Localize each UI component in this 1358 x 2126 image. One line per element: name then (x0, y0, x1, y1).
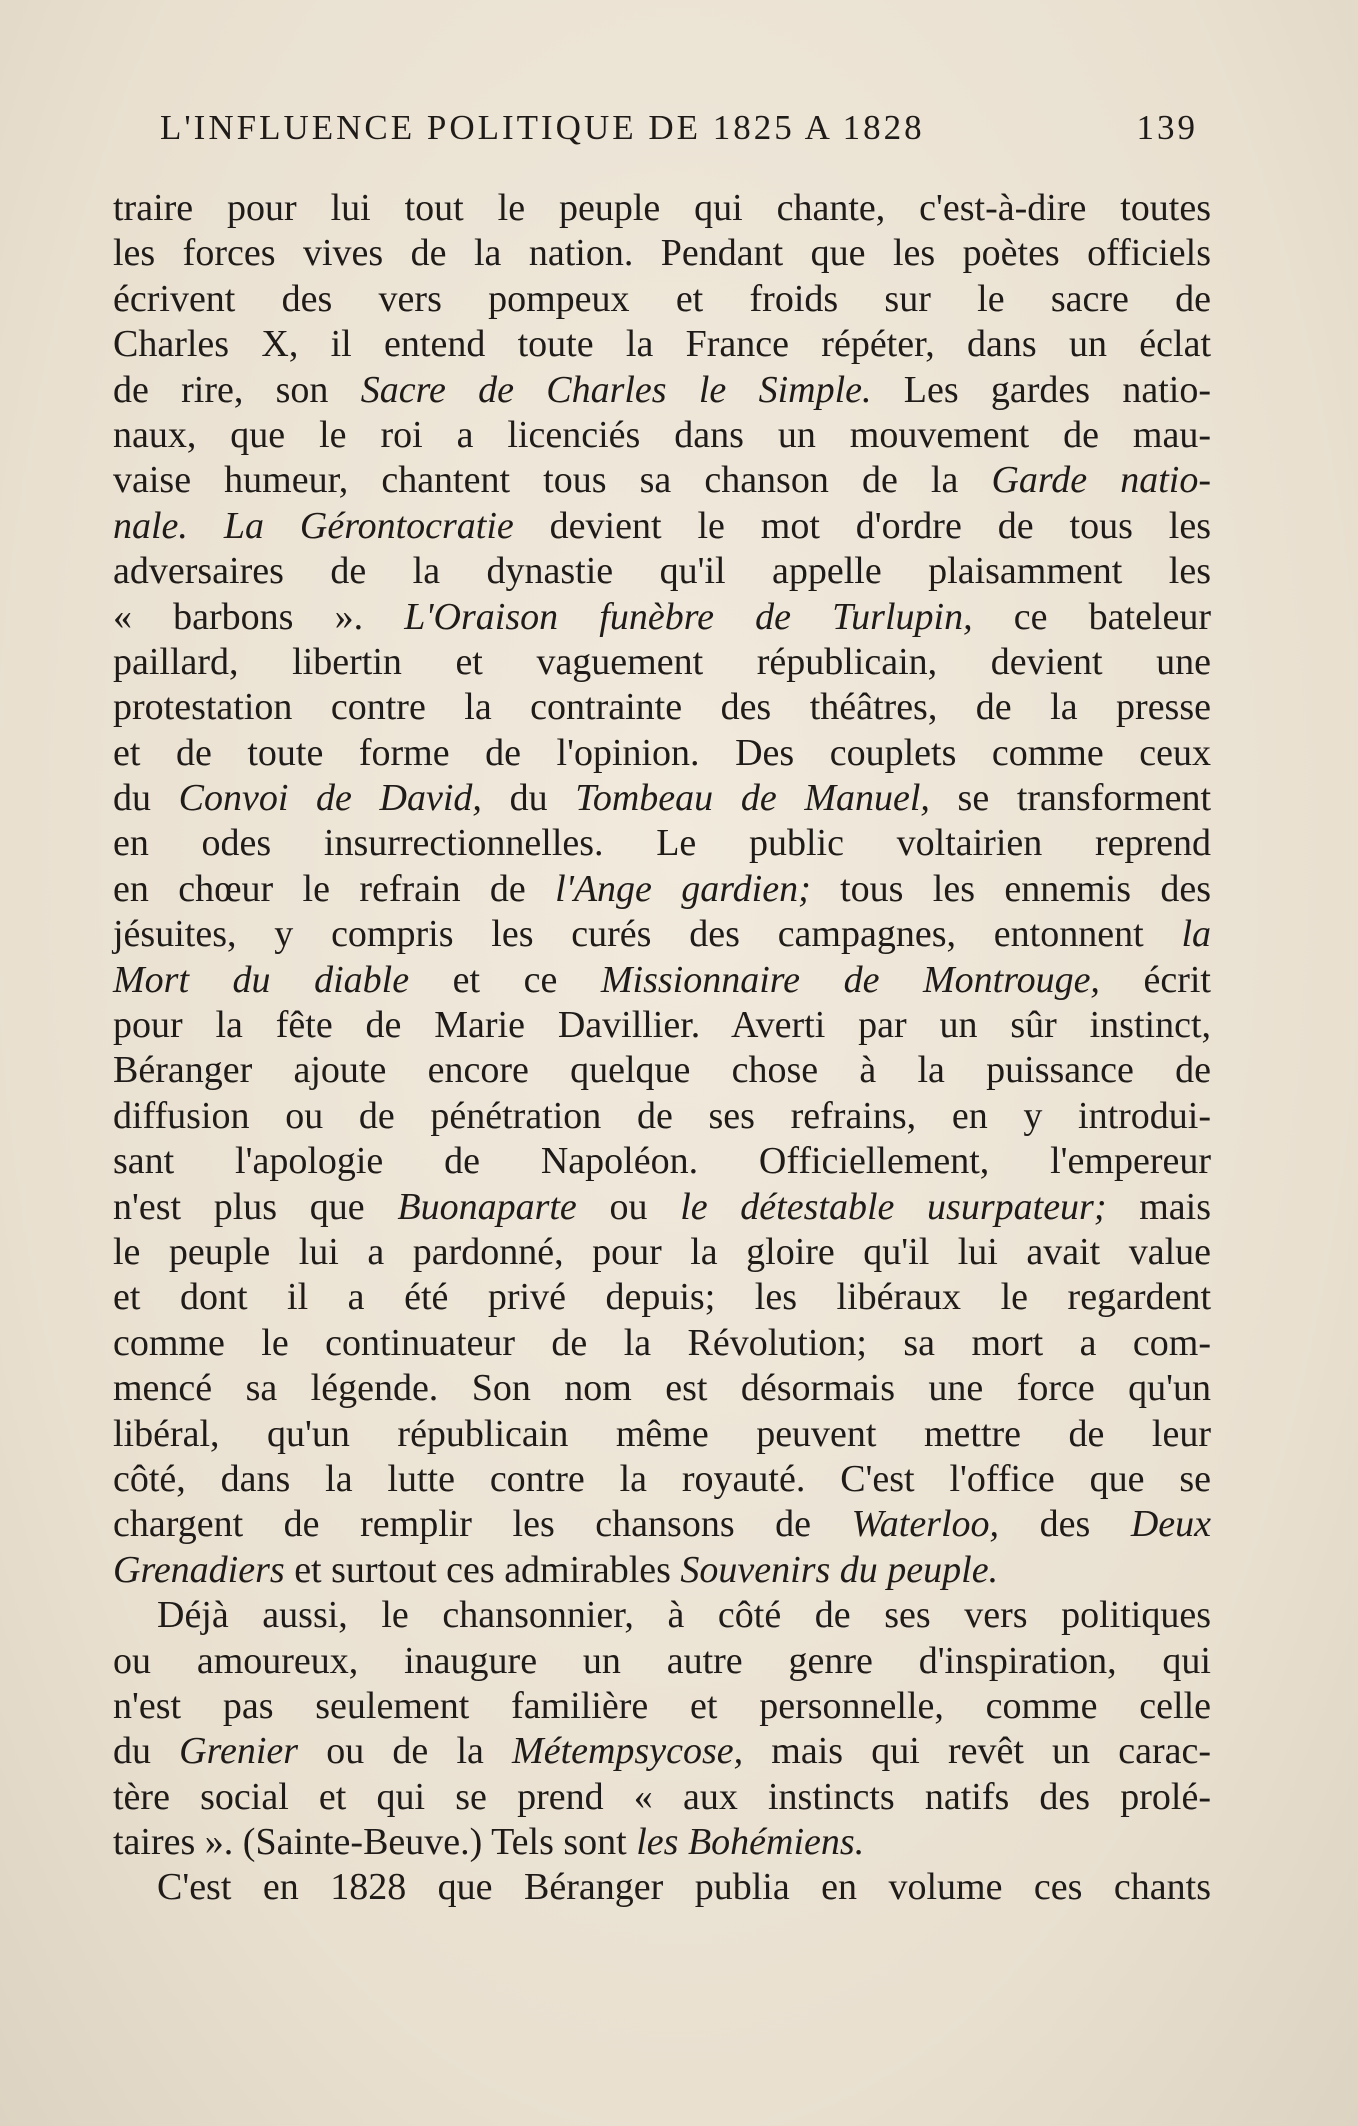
text-span: ou de la (298, 1730, 513, 1773)
text-span: et surtout ces admirables (284, 1548, 681, 1591)
text-line (113, 821, 1211, 866)
text-line (113, 413, 1211, 458)
italic-title: la (1181, 913, 1211, 956)
text-span: diffusion ou de pénétration de ses refrains, en y introdui- (113, 1094, 1211, 1137)
italic-title: nale. La Gérontocratie (113, 504, 514, 547)
body-text (113, 186, 1211, 1911)
text-line (113, 1366, 1211, 1411)
text-line (113, 186, 1211, 231)
text-span: paillard, libertin et vaguement républicain, devient une (113, 640, 1211, 683)
italic-title: Tombeau de Manuel, (575, 777, 930, 820)
italic-title: Deux (1130, 1503, 1211, 1546)
text-span: n'est plus que (113, 1185, 398, 1228)
text-line (113, 549, 1211, 594)
text-line (113, 1321, 1211, 1366)
text-span: tère social et qui se prend « aux instincts natifs des prolé- (113, 1775, 1211, 1818)
italic-title: Convoi de David, (178, 777, 482, 820)
text-line (113, 640, 1211, 685)
text-span: de rire, son (113, 368, 361, 411)
text-line (113, 1139, 1211, 1184)
text-line (113, 1003, 1211, 1048)
running-title: L'INFLUENCE POLITIQUE DE 1825 A 1828 (160, 108, 925, 147)
text-line (113, 958, 1211, 1003)
text-line (113, 1820, 1211, 1865)
text-line (113, 912, 1211, 957)
italic-title: Souvenirs du peuple. (680, 1548, 999, 1591)
text-span: chargent de remplir les chansons de (113, 1503, 852, 1546)
text-line (113, 1729, 1211, 1774)
text-line (113, 1684, 1211, 1729)
text-span: écrivent des vers pompeux et froids sur le sacre de (113, 277, 1211, 320)
text-span: protestation contre la contrainte des théâtres, de la presse (113, 686, 1211, 729)
italic-title: Garde natio- (991, 459, 1211, 502)
text-span: libéral, qu'un républicain même peuvent mettre de leur (113, 1412, 1211, 1455)
text-span: taires ». (Sainte-Beuve.) Tels sont (113, 1821, 637, 1864)
italic-title: Grenier (179, 1730, 299, 1773)
text-span: adversaires de la dynastie qu'il appelle plaisamment les (113, 550, 1211, 593)
text-line (113, 322, 1211, 367)
text-line (113, 1865, 1211, 1910)
text-line (113, 1412, 1211, 1457)
text-span: pour la fête de Marie Davillier. Averti par un sûr instinct, (113, 1004, 1211, 1047)
text-line (113, 277, 1211, 322)
running-header (150, 108, 1198, 156)
text-line (113, 1185, 1211, 1230)
italic-title: l'Ange gardien; (555, 867, 811, 910)
italic-title: L'Oraison funèbre de Turlupin, (404, 595, 973, 638)
text-span: et de toute forme de l'opinion. Des couplets comme ceux (113, 731, 1211, 774)
text-span: mais (1106, 1185, 1211, 1228)
text-line (113, 1048, 1211, 1093)
text-span: des (999, 1503, 1131, 1546)
italic-title: Grenadiers (113, 1548, 285, 1591)
text-line (113, 595, 1211, 640)
text-line (113, 776, 1211, 821)
text-span: le peuple lui a pardonné, pour la gloire qu'il lui avait value (113, 1230, 1211, 1273)
text-span: mencé sa légende. Son nom est désormais une force qu'un (113, 1367, 1211, 1410)
text-span: du (113, 1730, 180, 1773)
text-line (113, 231, 1211, 276)
text-line (113, 504, 1211, 549)
text-line (113, 1502, 1211, 1547)
text-span: sant l'apologie de Napoléon. Officiellement, l'empereur (113, 1140, 1211, 1183)
text-line (113, 1230, 1211, 1275)
text-line (113, 1275, 1211, 1320)
text-span: mais qui revêt un carac- (743, 1730, 1211, 1773)
text-span: ou (576, 1185, 681, 1228)
text-line (113, 1775, 1211, 1820)
text-span: ou amoureux, inaugure un autre genre d'inspiration, qui (113, 1639, 1211, 1682)
text-span: comme le continuateur de la Révolution; sa mort a com- (113, 1321, 1211, 1364)
italic-title: Sacre de Charles le Simple. (360, 368, 872, 411)
text-span: devient le mot d'ordre de tous les (513, 504, 1211, 547)
text-line (113, 731, 1211, 776)
text-line (113, 368, 1211, 413)
text-span: n'est pas seulement familière et personnelle, comme celle (113, 1684, 1211, 1727)
text-span: et ce (409, 958, 601, 1001)
text-span: C'est en 1828 que Béranger publia en volume ces chants (157, 1866, 1211, 1909)
text-line (113, 458, 1211, 503)
text-span: écrit (1099, 958, 1211, 1001)
text-span: « barbons ». (113, 595, 405, 638)
text-span: vaise humeur, chantent tous sa chanson de la (113, 459, 992, 502)
text-span: Les gardes natio- (871, 368, 1212, 411)
text-line (113, 685, 1211, 730)
text-span: Déjà aussi, le chansonnier, à côté de ses vers politiques (157, 1594, 1211, 1637)
text-span: et dont il a été privé depuis; les libéraux le regardent (113, 1276, 1211, 1319)
text-span: du (481, 777, 576, 820)
text-span: se transforment (929, 777, 1211, 820)
text-line (113, 867, 1211, 912)
text-span: en odes insurrectionnelles. Le public voltairien reprend (113, 822, 1211, 865)
text-span: du (113, 777, 179, 820)
text-span: côté, dans la lutte contre la royauté. C'est l'office que se (113, 1457, 1211, 1500)
text-line (113, 1548, 1211, 1593)
italic-title: les Bohémiens. (636, 1821, 865, 1864)
text-span: les forces vives de la nation. Pendant que les poètes officiels (113, 232, 1211, 275)
text-span: jésuites, y compris les curés des campagnes, entonnent (113, 913, 1182, 956)
italic-title: le détestable usurpateur; (680, 1185, 1107, 1228)
text-line (113, 1639, 1211, 1684)
text-line (113, 1094, 1211, 1139)
italic-title: Métempsycose, (512, 1730, 744, 1773)
italic-title: Waterloo, (851, 1503, 1000, 1546)
text-span: Charles X, il entend toute la France répéter, dans un éclat (113, 323, 1211, 366)
text-span: en chœur le refrain de (113, 867, 556, 910)
text-line (113, 1593, 1211, 1638)
text-span: naux, que le roi a licenciés dans un mouvement de mau- (113, 413, 1211, 456)
text-span: Béranger ajoute encore quelque chose à la puissance de (113, 1049, 1211, 1092)
text-line (113, 1457, 1211, 1502)
text-span: traire pour lui tout le peuple qui chante, c'est-à-dire toutes (113, 187, 1211, 229)
page-number: 139 (1136, 108, 1198, 147)
text-span: ce bateleur (972, 595, 1212, 638)
text-span: tous les ennemis des (810, 867, 1212, 910)
italic-title: Mort du diable (113, 958, 410, 1001)
italic-title: Missionnaire de Montrouge, (600, 958, 1100, 1001)
italic-title: Buonaparte (397, 1185, 577, 1228)
